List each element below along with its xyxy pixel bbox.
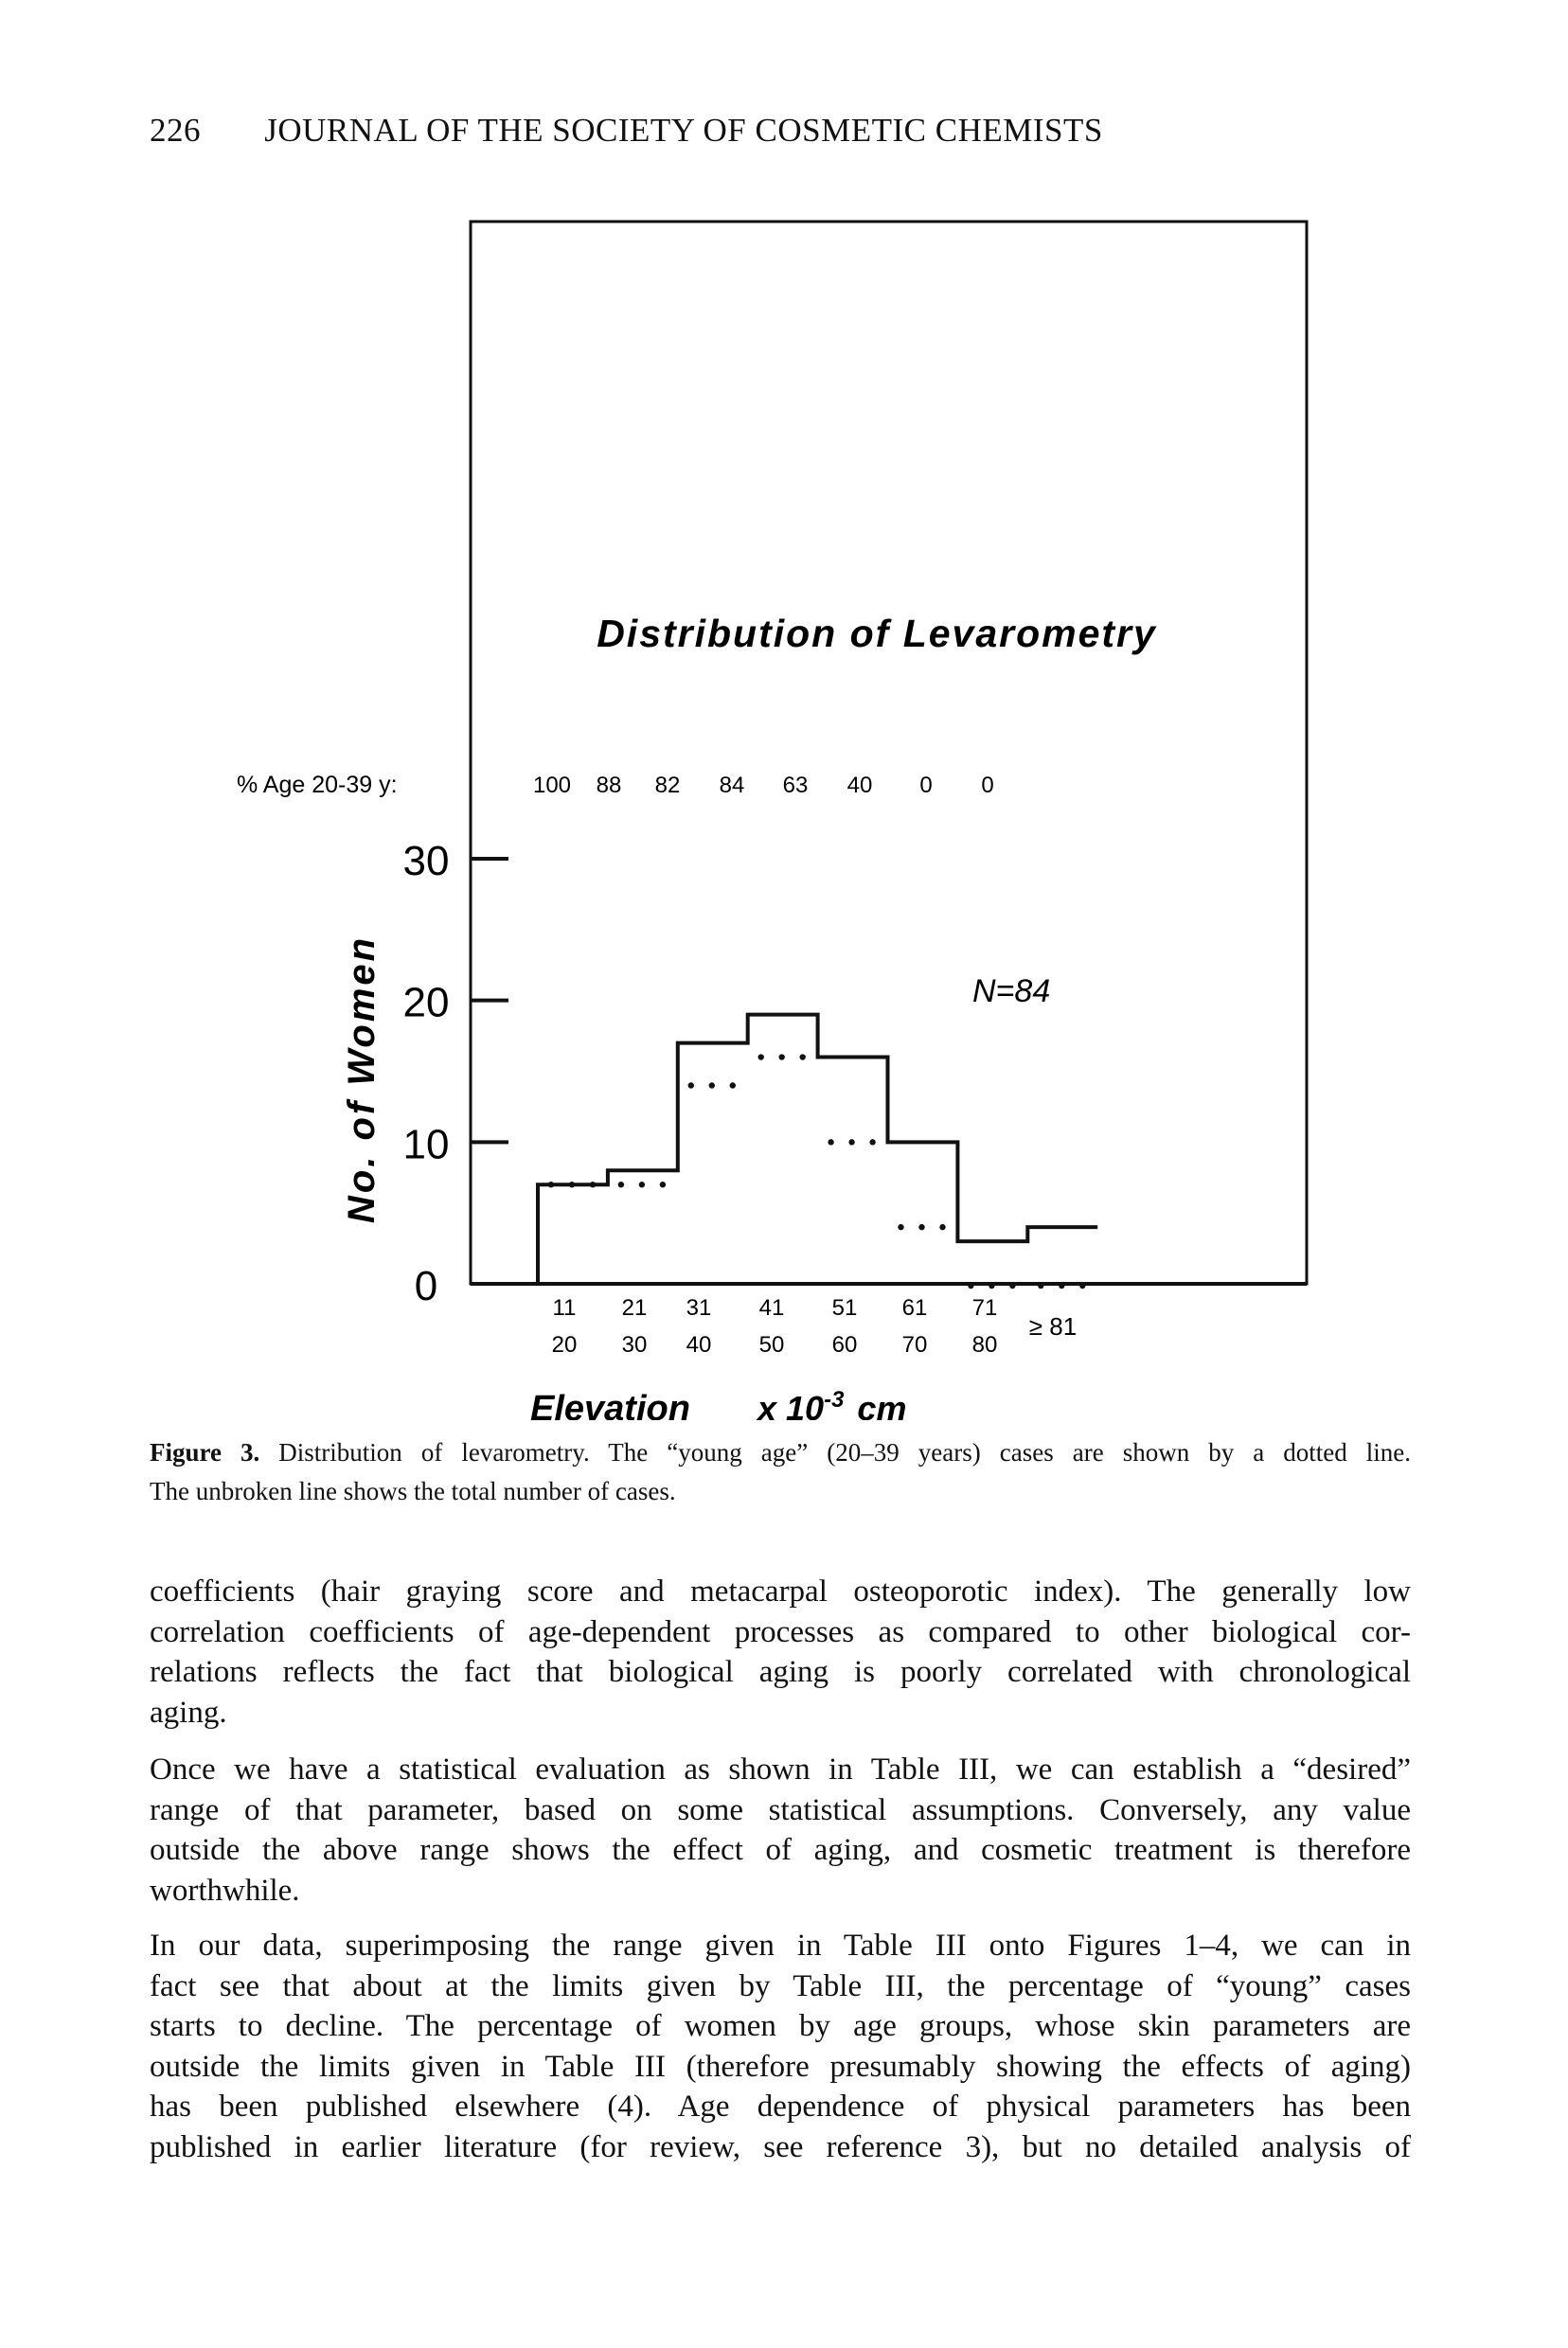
text-line: range of that parameter, based on some statistical assumptions. Conversely, any value: [150, 1792, 1411, 1827]
young-series-dot: [709, 1082, 715, 1088]
text-line: outside the above range shows the effect of aging, and cosmetic treatment is therefore: [150, 1833, 1411, 1868]
young-series-dot: [918, 1224, 924, 1230]
y-tick-label: 30: [402, 838, 450, 884]
paragraph: [150, 1750, 1411, 1911]
x-axis-cm: cm: [857, 1389, 907, 1420]
text-line: relations reflects the fact that biological aging is poorly correlated with chronological: [150, 1655, 1411, 1690]
young-series-dot: [758, 1054, 764, 1059]
x-tick-label-end: 20: [551, 1332, 578, 1358]
x-tick-label-start: 31: [686, 1295, 712, 1321]
x-tick-label-end: 70: [901, 1332, 928, 1358]
paragraph: [150, 1926, 1411, 2168]
n-annotation: N=84: [972, 973, 1051, 1009]
caption-line-1: Distribution of levarometry. The “young age” (20–39 years) cases are shown by a dotted line.: [278, 1438, 1411, 1467]
young-series-dot: [989, 1283, 994, 1289]
percent-young-value: 0: [919, 773, 933, 798]
x-tick-label-end: 60: [831, 1332, 858, 1358]
young-series-dot: [688, 1082, 694, 1088]
figure-caption: [150, 1433, 1411, 1511]
journal-title: JOURNAL OF THE SOCIETY OF COSMETIC CHEMISTS: [264, 112, 1103, 149]
page-number: 226: [150, 112, 201, 149]
percent-young-value: 84: [719, 773, 745, 798]
caption-line-2: The unbroken line shows the total number of cases.: [150, 1477, 676, 1505]
x-axis-unit: x 10: [757, 1389, 825, 1420]
young-series-dot: [1038, 1283, 1043, 1289]
percent-young-value: 82: [654, 773, 681, 798]
young-series-dot: [660, 1182, 666, 1187]
x-tick-label-start: 61: [901, 1295, 928, 1321]
percent-young-value: 88: [596, 773, 622, 798]
text-line: has been published elsewhere (4). Age dependence of physical parameters has been: [150, 2090, 1411, 2125]
young-series-dot: [548, 1182, 554, 1187]
figure-label: Figure 3.: [150, 1438, 260, 1467]
text-line: fact see that about at the limits given by Table III, the percentage of “young” cases: [150, 1968, 1411, 2003]
percent-young-value: 40: [846, 773, 873, 798]
svg-text:x 10-3cm: [756, 1387, 906, 1420]
y-tick-label: 20: [402, 979, 450, 1026]
text-line: worthwhile.: [150, 1873, 300, 1908]
text-line: outside the limits given in Table III (therefore presumably showing the effects of aging): [150, 2049, 1411, 2084]
x-tick-label-end: 80: [971, 1332, 998, 1358]
young-series-dot: [1009, 1283, 1015, 1289]
young-series-dot: [779, 1054, 785, 1059]
x-tick-label-start: 41: [758, 1295, 785, 1321]
text-line: Once we have a statistical evaluation as shown in Table III, we can establish a “desired”: [150, 1752, 1411, 1787]
x-axis-label: Elevation: [530, 1389, 690, 1420]
y-tick-label: 10: [402, 1121, 450, 1168]
x-axis-title: [530, 1387, 906, 1420]
percent-young-value: 100: [532, 773, 572, 798]
young-series-dot: [639, 1182, 645, 1187]
text-line: correlation coefficients of age-dependent processes as compared to other biological cor-: [150, 1614, 1411, 1649]
young-series-dot: [898, 1224, 903, 1230]
x-tick-label-end: 30: [621, 1332, 648, 1358]
young-series-dot: [618, 1182, 624, 1187]
x-tick-label-end: 40: [686, 1332, 712, 1358]
x-tick-label-start: 11: [552, 1295, 577, 1321]
chart-title: Distribution of Levarometry: [597, 612, 1157, 655]
percent-young-value: 0: [981, 773, 994, 798]
text-line: starts to decline. The percentage of women by age groups, whose skin parameters are: [150, 2009, 1411, 2044]
x-tick-label-start: 21: [621, 1295, 648, 1321]
y-axis-label: No. of Women: [341, 934, 383, 1224]
young-series-dot: [730, 1082, 736, 1088]
x-tick-label-start: 51: [831, 1295, 858, 1321]
x-axis-exponent: -3: [824, 1387, 845, 1413]
x-tick-label-end: 50: [758, 1332, 785, 1358]
young-series-dot: [590, 1182, 596, 1187]
percent-row-label: % Age 20-39 y:: [237, 772, 398, 798]
percent-young-value: 63: [782, 773, 809, 798]
text-line: aging.: [150, 1695, 227, 1730]
paragraph: [150, 1572, 1411, 1733]
young-series-dot: [968, 1283, 973, 1289]
young-series-dot: [569, 1182, 575, 1187]
svg-text:Elevation: [530, 1389, 690, 1420]
x-tick-label-start: 71: [971, 1295, 998, 1321]
x-tick-label-last: ≥ 81: [1028, 1312, 1078, 1341]
text-line: coefficients (hair graying score and metacarpal osteoporotic index). The generally low: [150, 1574, 1411, 1609]
y-tick-label: 0: [414, 1263, 438, 1309]
young-series-dot: [828, 1139, 833, 1145]
young-series-dot: [1059, 1283, 1064, 1289]
total-series-line: [538, 1015, 1097, 1284]
young-series-dot: [848, 1139, 854, 1145]
young-series-dot: [800, 1054, 806, 1059]
text-line: published in earlier literature (for review, see reference 3), but no detailed analysis of: [150, 2129, 1411, 2164]
young-series-dot: [1079, 1283, 1085, 1289]
young-series-dot: [939, 1224, 945, 1230]
text-line: In our data, superimposing the range given in Table III onto Figures 1–4, we can in: [150, 1929, 1411, 1963]
young-series-dot: [869, 1139, 875, 1145]
